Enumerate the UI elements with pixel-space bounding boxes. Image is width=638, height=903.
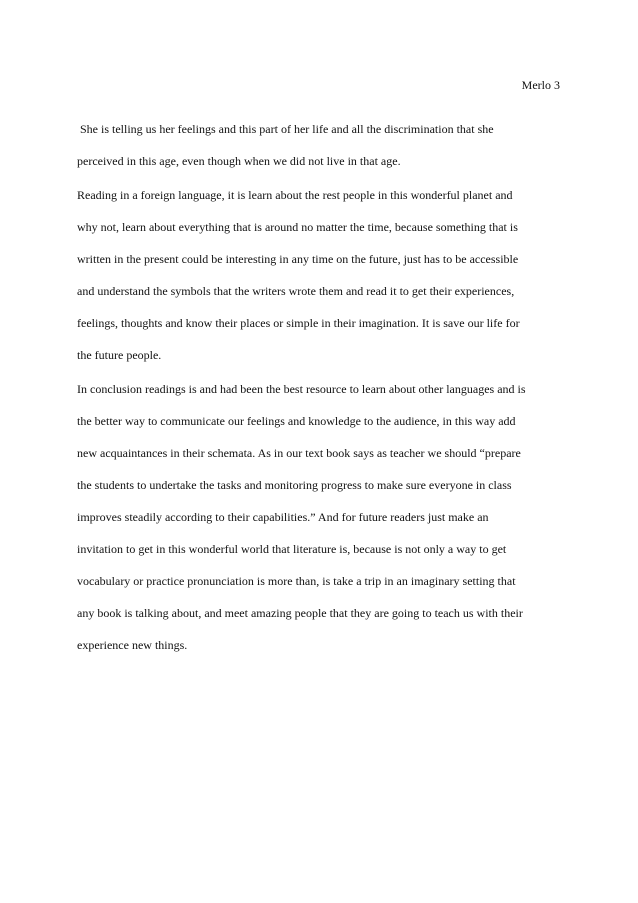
paragraph-3-line-9: experience new things. (77, 638, 188, 652)
paragraph-3-line-5: improves steadily according to their capabilities.” And for future readers just make an (77, 510, 489, 524)
paragraph-3-line-2: the better way to communicate our feelings and knowledge to the audience, in this way add (77, 414, 516, 428)
paragraph-3-line-4: the students to undertake the tasks and monitoring progress to make sure everyone in class (77, 478, 512, 492)
paragraph-2-line-1: Reading in a foreign language, it is learn about the rest people in this wonderful planet and (77, 188, 513, 202)
paragraph-2-line-2: why not, learn about everything that is around no matter the time, because something that is (77, 220, 518, 234)
paragraph-1-line-1: She is telling us her feelings and this part of her life and all the discrimination that she (77, 122, 494, 136)
paragraph-2-line-3: written in the present could be interesting in any time on the future, just has to be accessible (77, 252, 519, 266)
paragraph-3-line-7: vocabulary or practice pronunciation is more than, is take a trip in an imaginary setting that (77, 574, 516, 588)
paragraph-3-line-1: In conclusion readings is and had been the best resource to learn about other languages and is (77, 382, 526, 396)
running-header: Merlo 3 (521, 78, 560, 92)
paragraph-2-line-6: the future people. (77, 348, 162, 362)
paragraph-3-line-8: any book is talking about, and meet amazing people that they are going to teach us with their (77, 606, 523, 620)
paragraph-1-line-2: perceived in this age, even though when we did not live in that age. (77, 154, 401, 168)
paragraph-2-line-4: and understand the symbols that the writers wrote them and read it to get their experiences, (77, 284, 515, 298)
paragraph-3-line-3: new acquaintances in their schemata. As in our text book says as teacher we should “prepare (77, 446, 521, 460)
paragraph-3-line-6: invitation to get in this wonderful world that literature is, because is not only a way to get (77, 542, 507, 556)
paragraph-2-line-5: feelings, thoughts and know their places or simple in their imagination. It is save our life for (77, 316, 520, 330)
